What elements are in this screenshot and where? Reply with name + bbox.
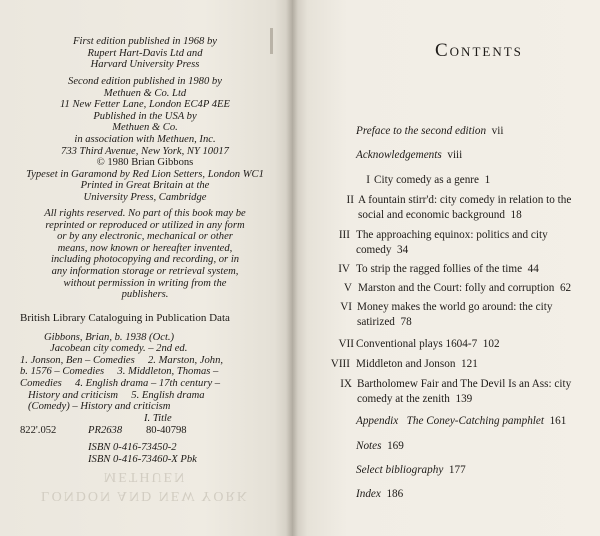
chapter-title: Middleton and Jonson 121: [356, 358, 478, 370]
chapter-number: VII: [338, 338, 354, 350]
cip-line: Jacobean city comedy. – 2nd ed.: [50, 343, 188, 355]
chapter-title: The approaching equinox: politics and city: [356, 229, 548, 241]
imprint-line: Printed in Great Britain at the: [80, 180, 210, 192]
rights-line: reprinted or reproduced or utilized in any form: [45, 219, 245, 231]
toc-page-number: viii: [447, 149, 463, 161]
cip-line: Comedies 4. English drama – 17th century –: [20, 377, 221, 389]
imprint-line: 11 New Fetter Lane, London EC4P 4EE: [60, 99, 230, 111]
imprint-line: Published in the USA by: [93, 110, 197, 122]
cip-line: 1. Jonson, Ben – Comedies 2. Marston, John,: [20, 354, 224, 366]
chapter-title-continued: comedy at the zenith 139: [357, 393, 473, 405]
toc-page-number: 186: [386, 488, 404, 500]
toc-entry-title: Acknowledgements: [356, 149, 442, 161]
rights-line: publishers.: [121, 289, 169, 301]
chapter-number: IX: [340, 378, 352, 390]
chapter-title: Bartholomew Fair and The Devil Is an Ass: city: [357, 378, 572, 390]
cip-heading: British Library Cataloguing in Publication Data: [20, 312, 230, 324]
imprint-line: Methuen & Co. Ltd: [103, 87, 187, 99]
toc-entry-preface: [356, 124, 503, 139]
copyright-line: © 1980 Brian Gibbons: [96, 157, 194, 169]
book-gutter: [286, 0, 298, 536]
showthrough-imprint: LONDON AND NEW YORK: [41, 488, 249, 503]
toc-entry-notes: [356, 439, 404, 454]
toc-page-number: vii: [491, 125, 504, 137]
imprint-line: Rupert Hart-Davis Ltd and: [87, 47, 203, 59]
imprint-line: 733 Third Avenue, New York, NY 10017: [61, 145, 229, 157]
toc-entry-title: Appendix The Coney-Catching pamphlet: [356, 415, 544, 427]
chapter-title: Money makes the world go around: the city: [357, 301, 553, 313]
imprint-line: Methuen & Co.: [112, 122, 178, 134]
chapter-title: Marston and the Court: folly and corruption 62: [358, 282, 572, 294]
second-edition-block: [14, 76, 276, 204]
catalogue-number: 80-40798: [146, 425, 187, 437]
imprint-line: Harvard University Press: [90, 59, 200, 71]
toc-page-number: 161: [549, 415, 567, 427]
isbn-line: ISBN 0-416-73460-X Pbk: [88, 453, 197, 465]
dewey-number: 822'.052: [20, 425, 57, 437]
chapter-title: A fountain stirr'd: city comedy in relation to the: [358, 194, 572, 206]
first-edition-block: [14, 36, 276, 71]
cip-line: History and criticism 5. English drama: [28, 389, 205, 401]
toc-page-number: 169: [387, 440, 404, 452]
imprint-line: First edition published in 1968 by: [73, 36, 217, 47]
cip-line: b. 1576 – Comedies 3. Middleton, Thomas –: [20, 366, 219, 378]
imprint-line: in association with Methuen, Inc.: [74, 133, 216, 145]
toc-entry-title: Select bibliography: [356, 464, 444, 476]
showthrough-publisher: METHUEN: [103, 469, 187, 484]
imprint-line: Second edition published in 1980 by: [68, 76, 222, 87]
toc-entry-title: Index: [356, 488, 381, 500]
imprint-line: Typeset in Garamond by Red Lion Setters, London WC1: [26, 168, 264, 180]
toc-entry-title: Preface to the second edition: [356, 125, 487, 137]
imprint-line: University Press, Cambridge: [83, 191, 207, 203]
rights-line: including photocopying and recording, or in: [50, 254, 240, 266]
cataloguing-data: [20, 313, 280, 465]
toc-page-number: 177: [448, 464, 466, 476]
toc-entry-title: Notes: [356, 440, 382, 452]
cip-line: Gibbons, Brian, b. 1938 (Oct.): [44, 331, 175, 343]
chapter-number: VIII: [330, 358, 350, 370]
toc-entry-appendix: [356, 414, 566, 429]
chapter-title: City comedy as a genre 1: [374, 174, 491, 186]
chapter-title-continued: social and economic background 18: [358, 209, 522, 221]
chapter-number: III: [338, 229, 350, 241]
toc-entry-acknowledgements: [356, 148, 462, 163]
chapter-title-continued: comedy 34: [356, 244, 409, 256]
rights-line: any information storage or retrieval system,: [51, 265, 239, 277]
rights-line: or by any electronic, mechanical or other: [57, 231, 233, 243]
chapter-title: Conventional plays 1604-7 102: [356, 338, 500, 350]
chapter-number: IV: [338, 263, 350, 275]
chapter-number: II: [346, 194, 354, 206]
lc-number: PR2638: [88, 425, 123, 437]
cip-line: I. Title: [144, 412, 172, 424]
isbn-line: ISBN 0-416-73450-2: [88, 441, 177, 453]
chapter-title: To strip the ragged follies of the time 44: [356, 263, 539, 275]
rights-block: [14, 208, 276, 301]
rights-line: All rights reserved. No part of this book may be: [44, 208, 246, 219]
chapter-number: V: [343, 282, 352, 294]
chapter-title-continued: satirized 78: [357, 316, 412, 328]
cip-line: (Comedy) – History and criticism: [28, 401, 171, 413]
contents-title: Contents: [435, 40, 523, 61]
chapter-number: I: [366, 174, 370, 186]
toc-entry-bibliography: [356, 463, 466, 478]
rights-line: without permission in writing from the: [63, 277, 227, 289]
classification-row: [20, 425, 280, 437]
toc-entry-index: [356, 487, 403, 502]
rights-line: means, now known or hereafter invented,: [57, 242, 233, 254]
chapter-number: VI: [340, 301, 352, 313]
imprint-page: [0, 0, 292, 536]
